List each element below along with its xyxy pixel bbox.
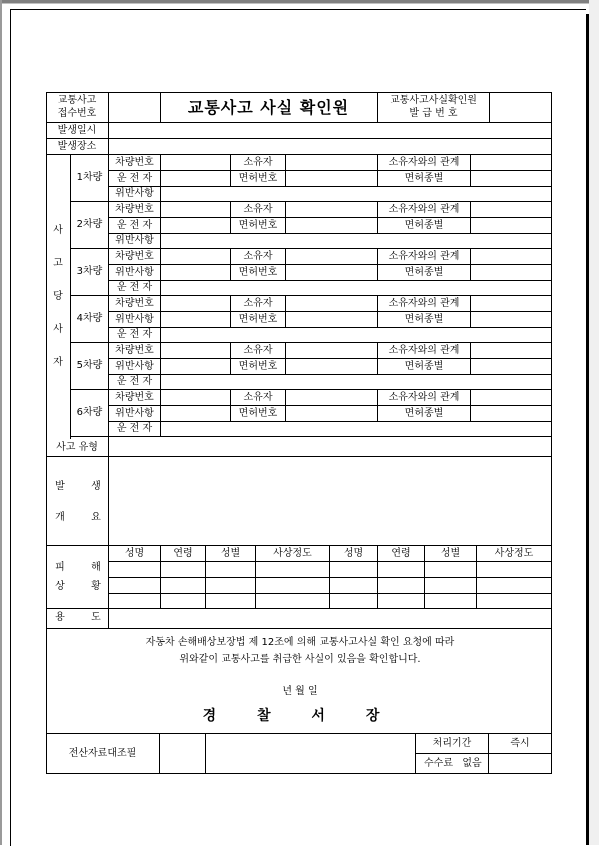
vehicle-row2-label: 위반사항	[115, 313, 154, 325]
rule-line	[285, 342, 286, 375]
summary-char: 요	[91, 512, 101, 523]
rule-line	[160, 342, 161, 375]
damage-column-header: 성명	[343, 547, 364, 559]
plate-number-label: 차량번호	[115, 391, 154, 403]
vehicle-row-line	[108, 374, 552, 375]
rule-line	[160, 154, 161, 187]
rule-line	[108, 438, 109, 546]
rule-line	[160, 201, 161, 234]
plate-number-label: 차량번호	[115, 203, 154, 215]
party-side-char: 사	[53, 324, 63, 335]
plate-number-label: 차량번호	[115, 344, 154, 356]
purpose-char: 용	[55, 612, 65, 623]
rule-line	[285, 201, 286, 234]
summary-char: 개	[55, 512, 65, 523]
license-type-label: 면허종별	[404, 266, 444, 278]
issue-number-label-2: 발 급 번 호	[409, 107, 458, 119]
rule-line	[160, 280, 161, 296]
form-right-border	[551, 92, 552, 774]
rule-line	[160, 295, 161, 328]
rule-line	[470, 154, 471, 187]
vehicle-row3-label: 위반사항	[115, 188, 154, 199]
owner-relation-label: 소유자와의 관계	[388, 391, 460, 403]
form-bottom-border	[46, 773, 552, 774]
vehicle-label: 6차량	[76, 406, 103, 418]
rule-line	[160, 248, 161, 281]
rule-line	[470, 248, 471, 281]
owner-label: 소유자	[243, 203, 273, 215]
vehicle-row3-label: 운 전 자	[116, 282, 153, 293]
license-type-label: 면허종별	[404, 172, 444, 184]
rule-line	[205, 733, 206, 774]
vehicle-row-line	[108, 233, 552, 234]
vehicle-row-line	[108, 217, 552, 218]
damage-column-header: 성별	[440, 547, 461, 559]
owner-relation-label: 소유자와의 관계	[388, 156, 460, 168]
issue-number-label: 교통사고사실확인원	[390, 94, 477, 106]
owner-label: 소유자	[243, 391, 273, 403]
summary-char: 생	[91, 481, 101, 492]
party-side-char: 고	[53, 258, 63, 269]
vehicle-row-line	[108, 264, 552, 265]
vehicle-row-line	[108, 358, 552, 359]
statement-line-2: 위와같이 교통사고를 취급한 사실이 있음을 확인합니다.	[179, 654, 421, 665]
vehicle-row3-label: 위반사항	[115, 235, 154, 246]
vehicle-block-line	[70, 436, 552, 437]
damage-row-line	[108, 577, 552, 578]
rule-line	[285, 389, 286, 422]
rule-line	[285, 248, 286, 281]
occurrence-place-label: 발생장소	[57, 140, 97, 152]
damage-char: 피	[55, 562, 65, 573]
damage-column-header: 사상정도	[494, 547, 534, 559]
statement-line-1: 자동차 손해배상보장법 제 12조에 의해 교통사고사실 확인 요청에 따라	[145, 637, 455, 648]
damage-column-header: 성별	[220, 547, 241, 559]
vehicle-row-line	[108, 421, 552, 422]
vehicle-row2-label: 운 전 자	[116, 172, 153, 184]
damage-column-header: 연령	[391, 547, 411, 559]
accident-type-label: 사고 유형	[56, 441, 98, 453]
party-side-char: 자	[53, 357, 63, 368]
receipt-number-label-2: 접수번호	[57, 107, 97, 119]
owner-relation-label: 소유자와의 관계	[388, 250, 460, 262]
vehicle-row2-label: 위반사항	[115, 407, 154, 419]
license-number-label: 면허번호	[238, 407, 278, 419]
rule-line	[285, 295, 286, 328]
vehicle-row3-label: 운 전 자	[116, 376, 153, 387]
plate-number-label: 차량번호	[115, 297, 154, 309]
license-type-label: 면허종별	[404, 313, 444, 325]
vehicle-row-line	[108, 311, 552, 312]
vehicle-row-line	[108, 280, 552, 281]
vehicle-label: 4차량	[76, 312, 103, 324]
rule-line	[160, 186, 161, 202]
rule-line	[470, 201, 471, 234]
purpose-bottom-line	[46, 628, 552, 629]
vehicle-label: 3차량	[76, 265, 103, 277]
damage-char: 해	[91, 562, 101, 573]
rule-line	[160, 374, 161, 390]
license-number-label: 면허번호	[238, 360, 278, 372]
owner-label: 소유자	[243, 156, 273, 168]
processing-period-value: 즉시	[510, 737, 530, 749]
rule-line	[159, 733, 160, 774]
owner-relation-label: 소유자와의 관계	[388, 203, 460, 215]
rule-line	[108, 608, 109, 629]
vehicle-row-line	[108, 405, 552, 406]
vehicle-row-line	[108, 327, 552, 328]
vehicle-row2-label: 운 전 자	[116, 219, 153, 231]
fee-label: 수수료	[424, 757, 453, 769]
window-left-border	[0, 0, 2, 845]
processing-period-label: 처리기간	[432, 737, 472, 749]
header-bottom-line	[46, 122, 552, 123]
rule-line	[160, 327, 161, 343]
owner-label: 소유자	[243, 297, 273, 309]
vehicle-row2-label: 위반사항	[115, 266, 154, 278]
form-title: 교통사고 사실 확인원	[187, 97, 350, 117]
license-number-label: 면허번호	[238, 172, 278, 184]
accident-type-line	[46, 456, 552, 457]
rule-line	[108, 92, 109, 123]
owner-label: 소유자	[243, 344, 273, 356]
rule-line	[470, 389, 471, 422]
occurrence-datetime-label: 발생일시	[57, 124, 97, 136]
rule-line	[470, 295, 471, 328]
vertical-scrollbar[interactable]	[589, 0, 599, 845]
statement-date-line: 년 월 일	[282, 686, 318, 697]
purpose-char: 도	[91, 612, 101, 623]
damage-row-line	[108, 593, 552, 594]
license-type-label: 면허종별	[404, 360, 444, 372]
summary-char: 발	[55, 481, 65, 492]
records-verified-label: 전산자료대조필	[68, 747, 137, 759]
vehicle-row3-label: 운 전 자	[116, 329, 153, 340]
damage-column-header: 성명	[124, 547, 145, 559]
vehicle-label: 5차량	[76, 359, 103, 371]
damage-column-header: 사상정도	[273, 547, 312, 559]
owner-relation-label: 소유자와의 관계	[388, 297, 460, 309]
owner-relation-label: 소유자와의 관계	[388, 344, 460, 356]
vehicle-row3-label: 운 전 자	[116, 423, 153, 434]
rule-line	[285, 154, 286, 187]
window-top-border-inner	[0, 3, 599, 4]
receipt-number-label: 교통사고	[57, 94, 97, 106]
plate-number-label: 차량번호	[115, 250, 154, 262]
license-type-label: 면허종별	[404, 219, 444, 231]
vehicle-row-line	[108, 186, 552, 187]
rule-line	[160, 421, 161, 437]
vehicle-row-line	[108, 170, 552, 171]
license-number-label: 면허번호	[238, 219, 278, 231]
rule-line	[160, 233, 161, 249]
vehicle-row2-label: 위반사항	[115, 360, 154, 372]
party-side-char: 당	[53, 291, 63, 302]
party-side-char: 사	[53, 225, 63, 236]
damage-column-header: 연령	[173, 547, 193, 559]
vehicle-label: 2차량	[76, 218, 103, 230]
rule-line	[470, 342, 471, 375]
fee-value: 없음	[462, 757, 482, 769]
vehicle-label: 1차량	[76, 171, 103, 183]
damage-char: 황	[91, 581, 101, 592]
rule-line	[160, 389, 161, 422]
license-number-label: 면허번호	[238, 266, 278, 278]
damage-char: 상	[55, 581, 65, 592]
license-type-label: 면허종별	[404, 407, 444, 419]
damage-row-line	[108, 561, 552, 562]
police-chief-signer: 경 찰 서 장	[202, 708, 398, 724]
owner-label: 소유자	[243, 250, 273, 262]
rule-line	[489, 92, 490, 123]
license-number-label: 면허번호	[238, 313, 278, 325]
date-row-line	[46, 138, 552, 139]
form-left-border	[46, 92, 47, 774]
rule-line	[108, 122, 109, 155]
plate-number-label: 차량번호	[115, 156, 154, 168]
